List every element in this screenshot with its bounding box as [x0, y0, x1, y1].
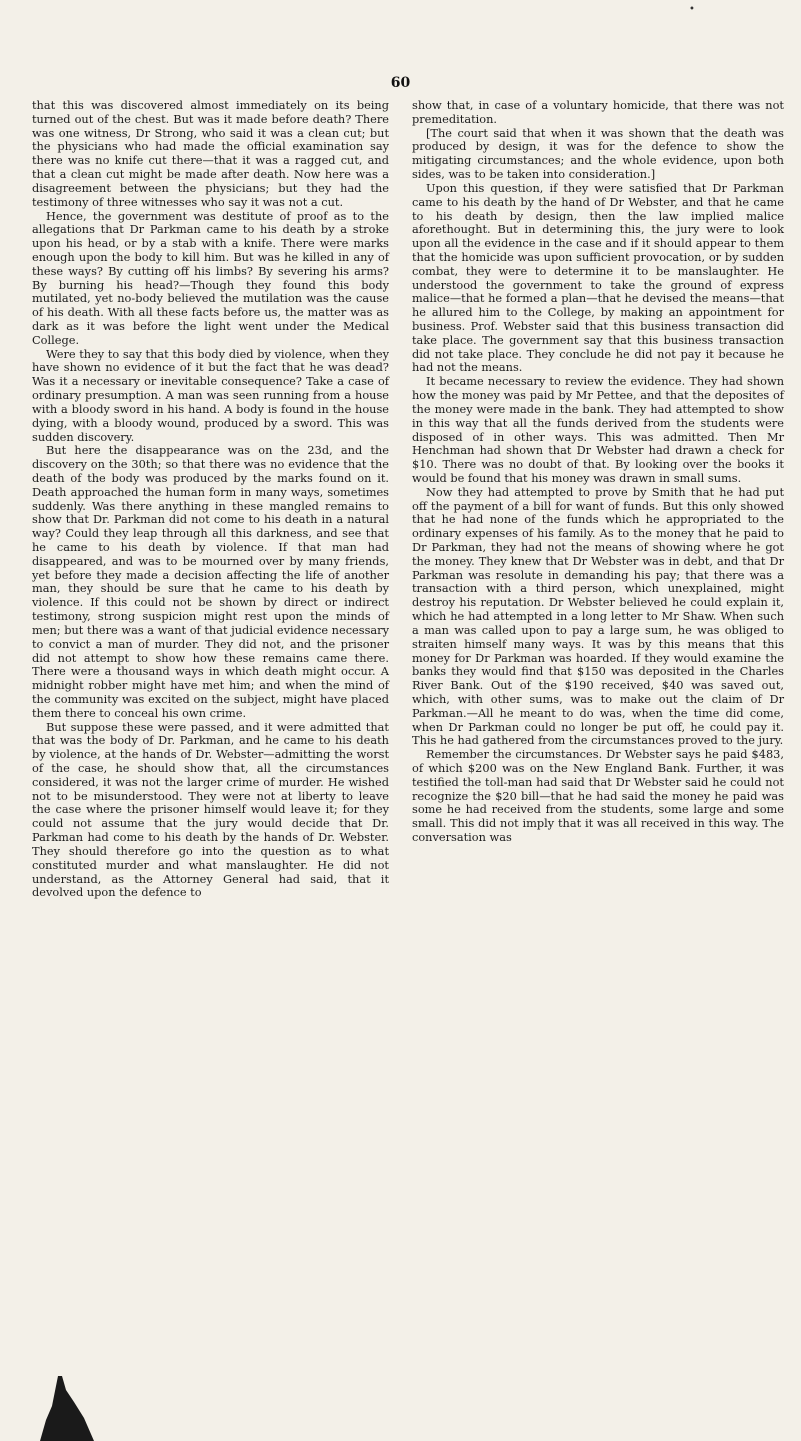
right-paragraph-1: show that, in case of a voluntary homicide, that there was not premeditation.: [412, 98, 784, 126]
corner-scan-artifact: [40, 1376, 94, 1441]
left-paragraph-4: But here the disappearance was on the 23d, and the discovery on the 30th; so that there was no evidence that the death of the body was produced by the marks found on it. Death approached the human form in many ways, sometimes suddenly. Was there anything in these mangled remains to show that Dr. Parkman did not come to his death in a natural way? Could they leap through all this darkness, and see that he came to his death by violence. If that man had disappeared, and was to be mourned over by many friends, yet before they made a decision affecting the life of another man, they should be sure that he came to his death by violence. If this could not be shown by direct or indirect testimony, strong suspicion might rest upon the minds of men; but there was a want of that judicial evidence necessary to convict a man of murder. They did not, and the prisoner did not attempt to show how these remains came there. There were a thousand ways in which death might occur. A midnight robber might have met him; and when the mind of the community was excited on the subject, might have placed them there to conceal his own crime.: [32, 443, 389, 720]
page-top-mark: •: [689, 4, 695, 15]
left-paragraph-1: that this was discovered almost immediately on its being turned out of the chest. But was it made before death? There was one witness, Dr Strong, who said it was a clean cut; but the physicians who had made the official examination say there was no knife cut there—that it was a ragged cut, and that a clean cut might be made after death. Now here was a disagreement between the physicians; but they had the testimony of three witnesses who say it was not a cut.: [32, 98, 389, 209]
right-paragraph-4: It became necessary to review the evidence. They had shown how the money was paid by Mr Pettee, and that the deposites of the money were made in the bank. They had attempted to show in this way that all the funds derived from the students were disposed of in other ways. This was admitted. Then Mr Henchman had shown that Dr Webster had drawn a check for $10. There was no doubt of that. By looking over the books it would be found that his money was drawn in small sums.: [412, 374, 784, 485]
right-column: [412, 99, 784, 845]
page-number: 60: [390, 75, 411, 91]
right-paragraph-3: Upon this question, if they were satisfied that Dr Parkman came to his death by the hand of Dr Webster, and that he came to his death by design, then the law implied malice aforethought. But in determining this, the jury were to look upon all the evidence in the case and if it should appear to them that the homicide was upon sufficient provocation, or by sudden combat, they were to determine it to be manslaughter. He understood the government to take the ground of express malice—that he formed a plan—that he devised the means—that he allured him to the College, by making an appointment for business. Prof. Webster said that this business transaction did take place. The government say that this business transaction did not take place. They conclude he did not pay it because he had not the means.: [412, 180, 784, 375]
right-paragraph-6: Remember the circumstances. Dr Webster says he paid $483, of which $200 was on the New England Bank. Further, it was testified the toll-man had said that Dr Webster said he could not recognize the $20 bill—that he had said the money he paid was some he had received from the students, some large and some small. This did not imply that it was all received in this way. The conversation was: [412, 747, 784, 845]
left-paragraph-5: But suppose these were passed, and it were admitted that that was the body of Dr. Parkman, and he came to his death by violence, at the hands of Dr. Webster—admitting the worst of the case, he should show that, all the circumstances considered, it was not the larger crime of murder. He wished not to be misunderstood. They were not at liberty to leave the case where the prisoner himself would leave it; for they could not assume that the jury would decide that Dr. Parkman had come to his death by the hands of Dr. Webster. They should therefore go into the question as to what constituted murder and what manslaughter. He did not understand, as the Attorney General had said, that it devolved upon the defence to: [32, 719, 389, 900]
right-paragraph-5: Now they had attempted to prove by Smith that he had put off the payment of a bill for want of funds. But this only showed that he had none of the funds which he appropriated to the ordinary expenses of his family. As to the money that he paid to Dr Parkman, they had not the means of showing where he got the money. They knew that Dr Webster was in debt, and that Dr Parkman was resolute in demanding his pay; that there was a transaction with a third person, which unexplained, might destroy his reputation. Dr Webster believed he could explain it, which he had attempted in a long letter to Mr Shaw. When such a man was called upon to pay a large sum, he was obliged to straiten himself many ways. It was by this means that this money for Dr Parkman was hoarded. If they would examine the banks they would find that $150 was deposited in the Charles River Bank. Out of the $190 received, $40 was saved out, which, with other sums, was to make out the claim of Dr Parkman.—All he meant to do was, when the time did come, when Dr Parkman could no longer be put off, he could pay it. This he had gathered from the circumstances proved to the jury.: [412, 484, 784, 748]
left-column: [32, 99, 389, 900]
right-paragraph-2: [The court said that when it was shown that the death was produced by design, it was for the defence to show the mitigating circumstances; and the whole evidence, upon both sides, was to be taken into consideration.]: [412, 125, 784, 182]
left-paragraph-3: Were they to say that this body died by violence, when they have shown no evidence of it but the fact that he was dead? Was it a necessary or inevitable consequence? Take a case of ordinary presumption. A man was seen running from a house with a bloody sword in his hand. A body is found in the house dying, with a bloody wound, produced by a sword. This was sudden discovery.: [32, 346, 389, 444]
left-paragraph-2: Hence, the government was destitute of proof as to the allegations that Dr Parkman came to his death by a stroke upon his head, or by a stab with a knife. There were marks enough upon the body to kill him. But was he killed in any of these ways? By cutting off his limbs? By severing his arms? By burning his head?—Though they found this body mutilated, yet no-body believed the mutilation was the cause of his death. With all these facts before us, the matter was as dark as it was before the light went under the Medical College.: [32, 208, 389, 347]
